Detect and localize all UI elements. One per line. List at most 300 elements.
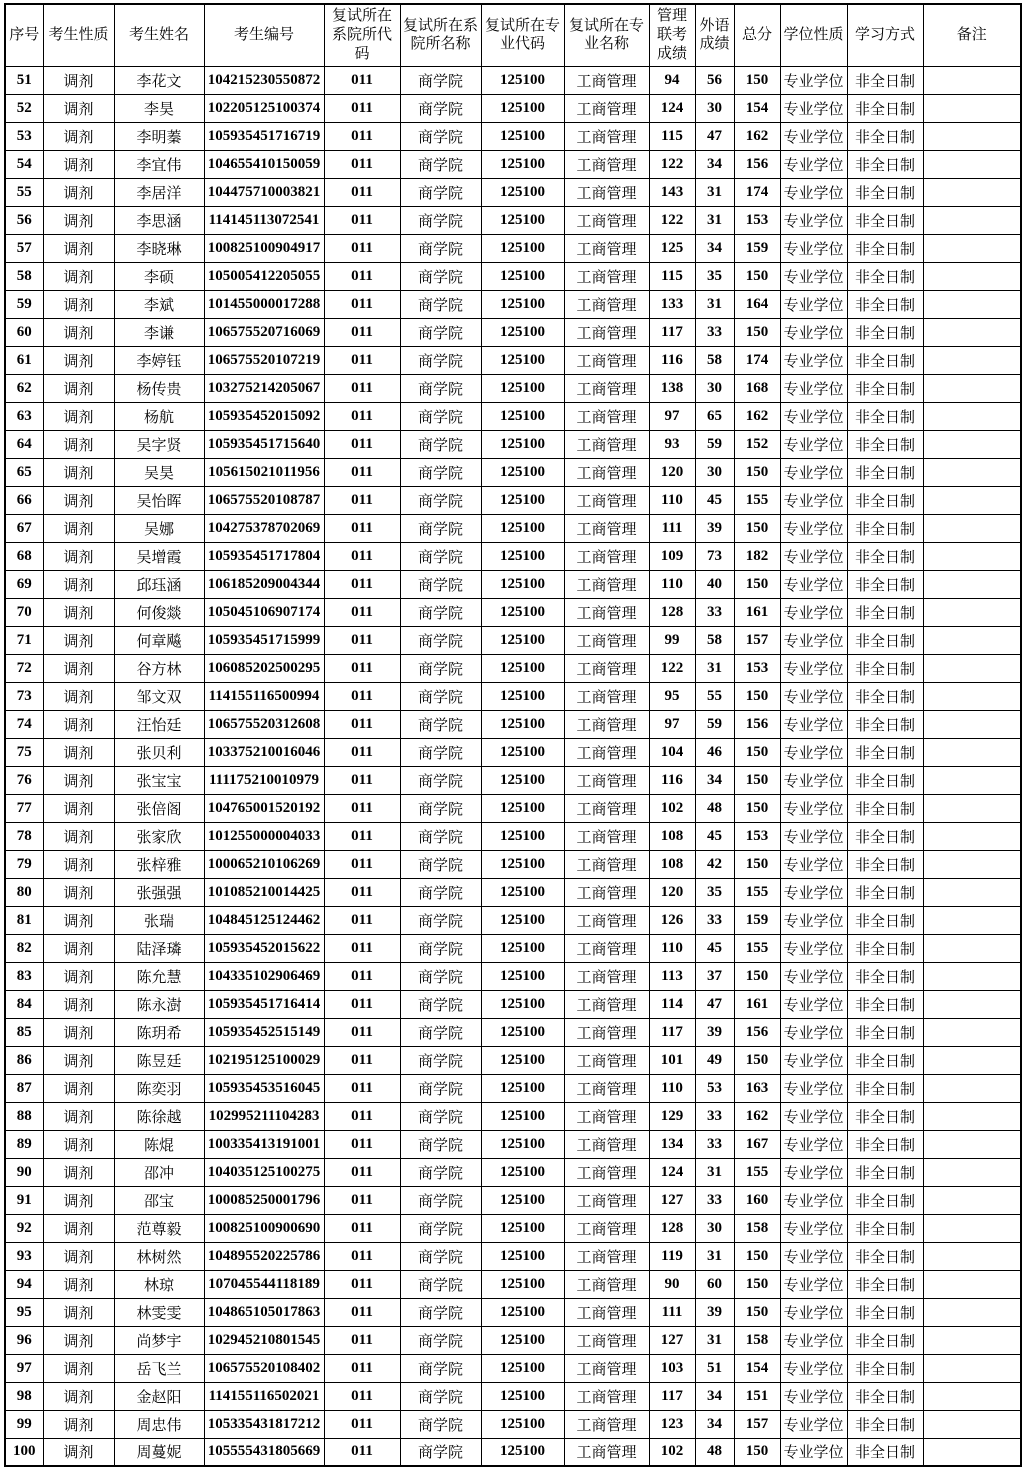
cell-major-code: 125100 bbox=[481, 374, 564, 402]
table-header bbox=[5, 4, 1021, 66]
cell-study-mode: 非全日制 bbox=[847, 318, 923, 346]
cell-degree-type: 专业学位 bbox=[780, 962, 847, 990]
cell-dept-code: 011 bbox=[324, 1046, 400, 1074]
cell-remarks bbox=[923, 1410, 1021, 1438]
cell-dept-name: 商学院 bbox=[400, 1354, 481, 1382]
cell-study-mode: 非全日制 bbox=[847, 94, 923, 122]
cell-serial: 61 bbox=[5, 346, 43, 374]
cell-mgmt-score: 123 bbox=[649, 1410, 695, 1438]
cell-dept-name: 商学院 bbox=[400, 1298, 481, 1326]
cell-candidate-name: 张家欣 bbox=[114, 822, 204, 850]
col-header-degree-type: 学位性质 bbox=[780, 4, 847, 66]
cell-major-code: 125100 bbox=[481, 878, 564, 906]
cell-study-mode: 非全日制 bbox=[847, 1074, 923, 1102]
col-header-candidate-type: 考生性质 bbox=[43, 4, 114, 66]
cell-language-score: 33 bbox=[695, 1130, 734, 1158]
cell-major-name: 工商管理 bbox=[564, 1046, 649, 1074]
cell-remarks bbox=[923, 654, 1021, 682]
header-row bbox=[5, 4, 1021, 66]
col-header-candidate-id: 考生编号 bbox=[204, 4, 324, 66]
cell-major-code: 125100 bbox=[481, 178, 564, 206]
cell-total-score: 157 bbox=[734, 1410, 780, 1438]
cell-candidate-id: 103275214205067 bbox=[204, 374, 324, 402]
cell-dept-code: 011 bbox=[324, 766, 400, 794]
cell-major-code: 125100 bbox=[481, 1354, 564, 1382]
table-row bbox=[5, 822, 1021, 850]
cell-serial: 70 bbox=[5, 598, 43, 626]
table-row bbox=[5, 570, 1021, 598]
cell-remarks bbox=[923, 1186, 1021, 1214]
cell-major-name: 工商管理 bbox=[564, 878, 649, 906]
cell-major-name: 工商管理 bbox=[564, 1130, 649, 1158]
cell-study-mode: 非全日制 bbox=[847, 1326, 923, 1354]
cell-major-code: 125100 bbox=[481, 486, 564, 514]
cell-remarks bbox=[923, 486, 1021, 514]
cell-remarks bbox=[923, 262, 1021, 290]
cell-degree-type: 专业学位 bbox=[780, 1130, 847, 1158]
cell-major-name: 工商管理 bbox=[564, 1214, 649, 1242]
cell-dept-code: 011 bbox=[324, 598, 400, 626]
cell-study-mode: 非全日制 bbox=[847, 1046, 923, 1074]
cell-major-code: 125100 bbox=[481, 1158, 564, 1186]
cell-mgmt-score: 101 bbox=[649, 1046, 695, 1074]
cell-total-score: 151 bbox=[734, 1382, 780, 1410]
cell-mgmt-score: 95 bbox=[649, 682, 695, 710]
col-header-study-mode: 学习方式 bbox=[847, 4, 923, 66]
cell-serial: 57 bbox=[5, 234, 43, 262]
cell-total-score: 152 bbox=[734, 430, 780, 458]
cell-language-score: 34 bbox=[695, 150, 734, 178]
cell-candidate-id: 105005412205055 bbox=[204, 262, 324, 290]
col-header-major-name: 复试所在专业名称 bbox=[564, 4, 649, 66]
cell-candidate-name: 陈允慧 bbox=[114, 962, 204, 990]
cell-mgmt-score: 110 bbox=[649, 934, 695, 962]
cell-degree-type: 专业学位 bbox=[780, 906, 847, 934]
cell-degree-type: 专业学位 bbox=[780, 430, 847, 458]
cell-remarks bbox=[923, 710, 1021, 738]
cell-candidate-id: 107045544118189 bbox=[204, 1270, 324, 1298]
cell-major-code: 125100 bbox=[481, 542, 564, 570]
cell-language-score: 48 bbox=[695, 1438, 734, 1466]
table-row bbox=[5, 1130, 1021, 1158]
cell-dept-code: 011 bbox=[324, 1298, 400, 1326]
cell-mgmt-score: 120 bbox=[649, 458, 695, 486]
cell-major-name: 工商管理 bbox=[564, 486, 649, 514]
cell-degree-type: 专业学位 bbox=[780, 654, 847, 682]
cell-dept-code: 011 bbox=[324, 822, 400, 850]
cell-dept-code: 011 bbox=[324, 794, 400, 822]
cell-remarks bbox=[923, 1102, 1021, 1130]
cell-major-name: 工商管理 bbox=[564, 710, 649, 738]
cell-dept-code: 011 bbox=[324, 1214, 400, 1242]
cell-dept-name: 商学院 bbox=[400, 1158, 481, 1186]
cell-study-mode: 非全日制 bbox=[847, 1410, 923, 1438]
cell-dept-name: 商学院 bbox=[400, 822, 481, 850]
cell-remarks bbox=[923, 514, 1021, 542]
table-row bbox=[5, 150, 1021, 178]
cell-candidate-id: 104845125124462 bbox=[204, 906, 324, 934]
cell-total-score: 159 bbox=[734, 906, 780, 934]
cell-total-score: 153 bbox=[734, 206, 780, 234]
table-row bbox=[5, 178, 1021, 206]
cell-total-score: 150 bbox=[734, 514, 780, 542]
table-row bbox=[5, 1186, 1021, 1214]
cell-candidate-name: 金赵阳 bbox=[114, 1382, 204, 1410]
cell-major-name: 工商管理 bbox=[564, 514, 649, 542]
cell-language-score: 30 bbox=[695, 374, 734, 402]
cell-degree-type: 专业学位 bbox=[780, 290, 847, 318]
cell-degree-type: 专业学位 bbox=[780, 458, 847, 486]
cell-candidate-name: 周忠伟 bbox=[114, 1410, 204, 1438]
cell-serial: 100 bbox=[5, 1438, 43, 1466]
cell-candidate-type: 调剂 bbox=[43, 94, 114, 122]
cell-candidate-id: 104865105017863 bbox=[204, 1298, 324, 1326]
cell-degree-type: 专业学位 bbox=[780, 1074, 847, 1102]
cell-degree-type: 专业学位 bbox=[780, 850, 847, 878]
cell-language-score: 34 bbox=[695, 234, 734, 262]
cell-dept-code: 011 bbox=[324, 1354, 400, 1382]
cell-candidate-name: 陈焜 bbox=[114, 1130, 204, 1158]
cell-candidate-name: 李宜伟 bbox=[114, 150, 204, 178]
cell-candidate-name: 林雯雯 bbox=[114, 1298, 204, 1326]
cell-total-score: 150 bbox=[734, 1046, 780, 1074]
cell-major-name: 工商管理 bbox=[564, 234, 649, 262]
cell-remarks bbox=[923, 290, 1021, 318]
cell-study-mode: 非全日制 bbox=[847, 990, 923, 1018]
cell-mgmt-score: 108 bbox=[649, 850, 695, 878]
cell-total-score: 155 bbox=[734, 934, 780, 962]
cell-candidate-id: 104475710003821 bbox=[204, 178, 324, 206]
cell-study-mode: 非全日制 bbox=[847, 1382, 923, 1410]
cell-total-score: 161 bbox=[734, 990, 780, 1018]
cell-mgmt-score: 117 bbox=[649, 1018, 695, 1046]
cell-serial: 78 bbox=[5, 822, 43, 850]
cell-candidate-id: 105935452015622 bbox=[204, 934, 324, 962]
cell-serial: 96 bbox=[5, 1326, 43, 1354]
cell-serial: 72 bbox=[5, 654, 43, 682]
cell-major-name: 工商管理 bbox=[564, 934, 649, 962]
table-row bbox=[5, 374, 1021, 402]
cell-serial: 86 bbox=[5, 1046, 43, 1074]
cell-candidate-id: 114155116502021 bbox=[204, 1382, 324, 1410]
cell-dept-code: 011 bbox=[324, 934, 400, 962]
cell-mgmt-score: 111 bbox=[649, 1298, 695, 1326]
cell-degree-type: 专业学位 bbox=[780, 318, 847, 346]
cell-major-name: 工商管理 bbox=[564, 682, 649, 710]
cell-total-score: 150 bbox=[734, 850, 780, 878]
cell-major-name: 工商管理 bbox=[564, 318, 649, 346]
cell-candidate-type: 调剂 bbox=[43, 710, 114, 738]
cell-dept-name: 商学院 bbox=[400, 234, 481, 262]
cell-dept-code: 011 bbox=[324, 1438, 400, 1466]
table-row bbox=[5, 1158, 1021, 1186]
cell-language-score: 55 bbox=[695, 682, 734, 710]
cell-candidate-name: 邹文双 bbox=[114, 682, 204, 710]
cell-degree-type: 专业学位 bbox=[780, 1298, 847, 1326]
table-row bbox=[5, 458, 1021, 486]
cell-mgmt-score: 116 bbox=[649, 766, 695, 794]
cell-remarks bbox=[923, 1326, 1021, 1354]
cell-candidate-type: 调剂 bbox=[43, 1326, 114, 1354]
cell-candidate-id: 106185209004344 bbox=[204, 570, 324, 598]
cell-candidate-type: 调剂 bbox=[43, 794, 114, 822]
cell-dept-name: 商学院 bbox=[400, 290, 481, 318]
cell-candidate-id: 106575520716069 bbox=[204, 318, 324, 346]
cell-candidate-id: 105935452515149 bbox=[204, 1018, 324, 1046]
table-row bbox=[5, 934, 1021, 962]
cell-degree-type: 专业学位 bbox=[780, 206, 847, 234]
cell-dept-name: 商学院 bbox=[400, 990, 481, 1018]
cell-dept-code: 011 bbox=[324, 290, 400, 318]
table-row bbox=[5, 514, 1021, 542]
cell-language-score: 39 bbox=[695, 514, 734, 542]
cell-candidate-name: 邵宝 bbox=[114, 1186, 204, 1214]
cell-dept-code: 011 bbox=[324, 906, 400, 934]
cell-major-code: 125100 bbox=[481, 1242, 564, 1270]
cell-candidate-type: 调剂 bbox=[43, 234, 114, 262]
cell-total-score: 156 bbox=[734, 1018, 780, 1046]
cell-dept-code: 011 bbox=[324, 878, 400, 906]
cell-major-code: 125100 bbox=[481, 150, 564, 178]
cell-serial: 93 bbox=[5, 1242, 43, 1270]
cell-total-score: 162 bbox=[734, 402, 780, 430]
cell-remarks bbox=[923, 934, 1021, 962]
table-row bbox=[5, 1242, 1021, 1270]
cell-dept-name: 商学院 bbox=[400, 766, 481, 794]
cell-candidate-name: 陈玥希 bbox=[114, 1018, 204, 1046]
cell-study-mode: 非全日制 bbox=[847, 822, 923, 850]
cell-major-name: 工商管理 bbox=[564, 1382, 649, 1410]
cell-degree-type: 专业学位 bbox=[780, 402, 847, 430]
cell-remarks bbox=[923, 430, 1021, 458]
cell-study-mode: 非全日制 bbox=[847, 1158, 923, 1186]
cell-degree-type: 专业学位 bbox=[780, 626, 847, 654]
cell-dept-code: 011 bbox=[324, 1382, 400, 1410]
cell-language-score: 33 bbox=[695, 1186, 734, 1214]
cell-candidate-name: 杨传贵 bbox=[114, 374, 204, 402]
cell-major-code: 125100 bbox=[481, 654, 564, 682]
cell-candidate-name: 李斌 bbox=[114, 290, 204, 318]
cell-mgmt-score: 114 bbox=[649, 990, 695, 1018]
cell-degree-type: 专业学位 bbox=[780, 878, 847, 906]
cell-remarks bbox=[923, 598, 1021, 626]
cell-candidate-type: 调剂 bbox=[43, 570, 114, 598]
cell-dept-name: 商学院 bbox=[400, 178, 481, 206]
cell-candidate-name: 陈奕羽 bbox=[114, 1074, 204, 1102]
cell-major-code: 125100 bbox=[481, 346, 564, 374]
cell-dept-code: 011 bbox=[324, 542, 400, 570]
table-row bbox=[5, 710, 1021, 738]
cell-major-code: 125100 bbox=[481, 1074, 564, 1102]
cell-dept-name: 商学院 bbox=[400, 570, 481, 598]
cell-dept-name: 商学院 bbox=[400, 654, 481, 682]
cell-serial: 62 bbox=[5, 374, 43, 402]
cell-major-name: 工商管理 bbox=[564, 374, 649, 402]
cell-dept-name: 商学院 bbox=[400, 1186, 481, 1214]
cell-mgmt-score: 108 bbox=[649, 822, 695, 850]
cell-remarks bbox=[923, 374, 1021, 402]
cell-candidate-id: 102945210801545 bbox=[204, 1326, 324, 1354]
cell-candidate-name: 李花文 bbox=[114, 66, 204, 94]
cell-major-code: 125100 bbox=[481, 766, 564, 794]
cell-major-name: 工商管理 bbox=[564, 794, 649, 822]
cell-serial: 69 bbox=[5, 570, 43, 598]
cell-study-mode: 非全日制 bbox=[847, 206, 923, 234]
table-row bbox=[5, 1074, 1021, 1102]
cell-mgmt-score: 116 bbox=[649, 346, 695, 374]
cell-major-name: 工商管理 bbox=[564, 206, 649, 234]
cell-candidate-name: 陈永澍 bbox=[114, 990, 204, 1018]
cell-major-code: 125100 bbox=[481, 626, 564, 654]
cell-candidate-id: 105935451715640 bbox=[204, 430, 324, 458]
cell-mgmt-score: 110 bbox=[649, 486, 695, 514]
cell-major-name: 工商管理 bbox=[564, 906, 649, 934]
cell-major-code: 125100 bbox=[481, 906, 564, 934]
cell-candidate-name: 张宝宝 bbox=[114, 766, 204, 794]
cell-language-score: 33 bbox=[695, 1102, 734, 1130]
cell-major-name: 工商管理 bbox=[564, 346, 649, 374]
cell-total-score: 150 bbox=[734, 1438, 780, 1466]
cell-candidate-type: 调剂 bbox=[43, 318, 114, 346]
cell-candidate-name: 范尊毅 bbox=[114, 1214, 204, 1242]
cell-major-name: 工商管理 bbox=[564, 1074, 649, 1102]
cell-mgmt-score: 143 bbox=[649, 178, 695, 206]
cell-candidate-id: 106575520107219 bbox=[204, 346, 324, 374]
cell-dept-code: 011 bbox=[324, 66, 400, 94]
cell-serial: 82 bbox=[5, 934, 43, 962]
table-row bbox=[5, 1214, 1021, 1242]
cell-dept-code: 011 bbox=[324, 738, 400, 766]
table-row bbox=[5, 598, 1021, 626]
cell-major-name: 工商管理 bbox=[564, 1186, 649, 1214]
cell-major-code: 125100 bbox=[481, 1410, 564, 1438]
cell-dept-code: 011 bbox=[324, 486, 400, 514]
cell-dept-name: 商学院 bbox=[400, 1074, 481, 1102]
cell-mgmt-score: 94 bbox=[649, 66, 695, 94]
cell-language-score: 31 bbox=[695, 290, 734, 318]
col-header-serial: 序号 bbox=[5, 4, 43, 66]
cell-degree-type: 专业学位 bbox=[780, 1214, 847, 1242]
cell-dept-name: 商学院 bbox=[400, 1130, 481, 1158]
cell-major-name: 工商管理 bbox=[564, 430, 649, 458]
cell-study-mode: 非全日制 bbox=[847, 766, 923, 794]
cell-total-score: 153 bbox=[734, 822, 780, 850]
cell-remarks bbox=[923, 1298, 1021, 1326]
cell-candidate-type: 调剂 bbox=[43, 1186, 114, 1214]
cell-serial: 99 bbox=[5, 1410, 43, 1438]
table-row bbox=[5, 962, 1021, 990]
cell-serial: 75 bbox=[5, 738, 43, 766]
cell-total-score: 182 bbox=[734, 542, 780, 570]
col-header-total-score: 总分 bbox=[734, 4, 780, 66]
cell-study-mode: 非全日制 bbox=[847, 486, 923, 514]
cell-dept-name: 商学院 bbox=[400, 458, 481, 486]
cell-total-score: 150 bbox=[734, 794, 780, 822]
cell-dept-name: 商学院 bbox=[400, 934, 481, 962]
cell-candidate-type: 调剂 bbox=[43, 682, 114, 710]
cell-candidate-name: 陈昱廷 bbox=[114, 1046, 204, 1074]
cell-candidate-id: 101455000017288 bbox=[204, 290, 324, 318]
cell-candidate-type: 调剂 bbox=[43, 850, 114, 878]
cell-total-score: 150 bbox=[734, 766, 780, 794]
cell-candidate-name: 吴昊 bbox=[114, 458, 204, 486]
cell-study-mode: 非全日制 bbox=[847, 1242, 923, 1270]
cell-dept-name: 商学院 bbox=[400, 1018, 481, 1046]
cell-candidate-type: 调剂 bbox=[43, 1018, 114, 1046]
cell-remarks bbox=[923, 178, 1021, 206]
cell-serial: 56 bbox=[5, 206, 43, 234]
cell-candidate-name: 李居洋 bbox=[114, 178, 204, 206]
cell-major-name: 工商管理 bbox=[564, 766, 649, 794]
cell-serial: 59 bbox=[5, 290, 43, 318]
col-header-mgmt-score: 管理联考成绩 bbox=[649, 4, 695, 66]
cell-candidate-name: 吴增霞 bbox=[114, 542, 204, 570]
cell-major-name: 工商管理 bbox=[564, 94, 649, 122]
cell-candidate-type: 调剂 bbox=[43, 122, 114, 150]
cell-total-score: 150 bbox=[734, 1298, 780, 1326]
cell-degree-type: 专业学位 bbox=[780, 374, 847, 402]
table-row bbox=[5, 318, 1021, 346]
cell-major-name: 工商管理 bbox=[564, 1270, 649, 1298]
cell-mgmt-score: 115 bbox=[649, 262, 695, 290]
cell-degree-type: 专业学位 bbox=[780, 1354, 847, 1382]
cell-mgmt-score: 133 bbox=[649, 290, 695, 318]
cell-degree-type: 专业学位 bbox=[780, 1158, 847, 1186]
cell-study-mode: 非全日制 bbox=[847, 1130, 923, 1158]
cell-candidate-id: 105615021011956 bbox=[204, 458, 324, 486]
cell-degree-type: 专业学位 bbox=[780, 766, 847, 794]
cell-dept-name: 商学院 bbox=[400, 150, 481, 178]
cell-dept-code: 011 bbox=[324, 1326, 400, 1354]
cell-mgmt-score: 113 bbox=[649, 962, 695, 990]
cell-study-mode: 非全日制 bbox=[847, 1214, 923, 1242]
cell-mgmt-score: 126 bbox=[649, 906, 695, 934]
cell-candidate-type: 调剂 bbox=[43, 458, 114, 486]
table-row bbox=[5, 990, 1021, 1018]
cell-remarks bbox=[923, 318, 1021, 346]
cell-dept-code: 011 bbox=[324, 962, 400, 990]
cell-dept-code: 011 bbox=[324, 850, 400, 878]
cell-remarks bbox=[923, 822, 1021, 850]
cell-remarks bbox=[923, 766, 1021, 794]
cell-candidate-name: 林琼 bbox=[114, 1270, 204, 1298]
cell-total-score: 157 bbox=[734, 626, 780, 654]
cell-degree-type: 专业学位 bbox=[780, 598, 847, 626]
cell-degree-type: 专业学位 bbox=[780, 1102, 847, 1130]
cell-study-mode: 非全日制 bbox=[847, 710, 923, 738]
cell-major-name: 工商管理 bbox=[564, 542, 649, 570]
cell-study-mode: 非全日制 bbox=[847, 850, 923, 878]
cell-language-score: 30 bbox=[695, 1214, 734, 1242]
cell-mgmt-score: 124 bbox=[649, 94, 695, 122]
table-row bbox=[5, 206, 1021, 234]
cell-language-score: 59 bbox=[695, 710, 734, 738]
cell-major-code: 125100 bbox=[481, 122, 564, 150]
cell-study-mode: 非全日制 bbox=[847, 458, 923, 486]
cell-serial: 90 bbox=[5, 1158, 43, 1186]
cell-study-mode: 非全日制 bbox=[847, 542, 923, 570]
cell-major-code: 125100 bbox=[481, 402, 564, 430]
cell-mgmt-score: 97 bbox=[649, 402, 695, 430]
cell-serial: 63 bbox=[5, 402, 43, 430]
cell-candidate-type: 调剂 bbox=[43, 178, 114, 206]
cell-language-score: 60 bbox=[695, 1270, 734, 1298]
cell-remarks bbox=[923, 570, 1021, 598]
cell-candidate-id: 105335431817212 bbox=[204, 1410, 324, 1438]
table-row bbox=[5, 682, 1021, 710]
cell-total-score: 158 bbox=[734, 1326, 780, 1354]
cell-serial: 97 bbox=[5, 1354, 43, 1382]
